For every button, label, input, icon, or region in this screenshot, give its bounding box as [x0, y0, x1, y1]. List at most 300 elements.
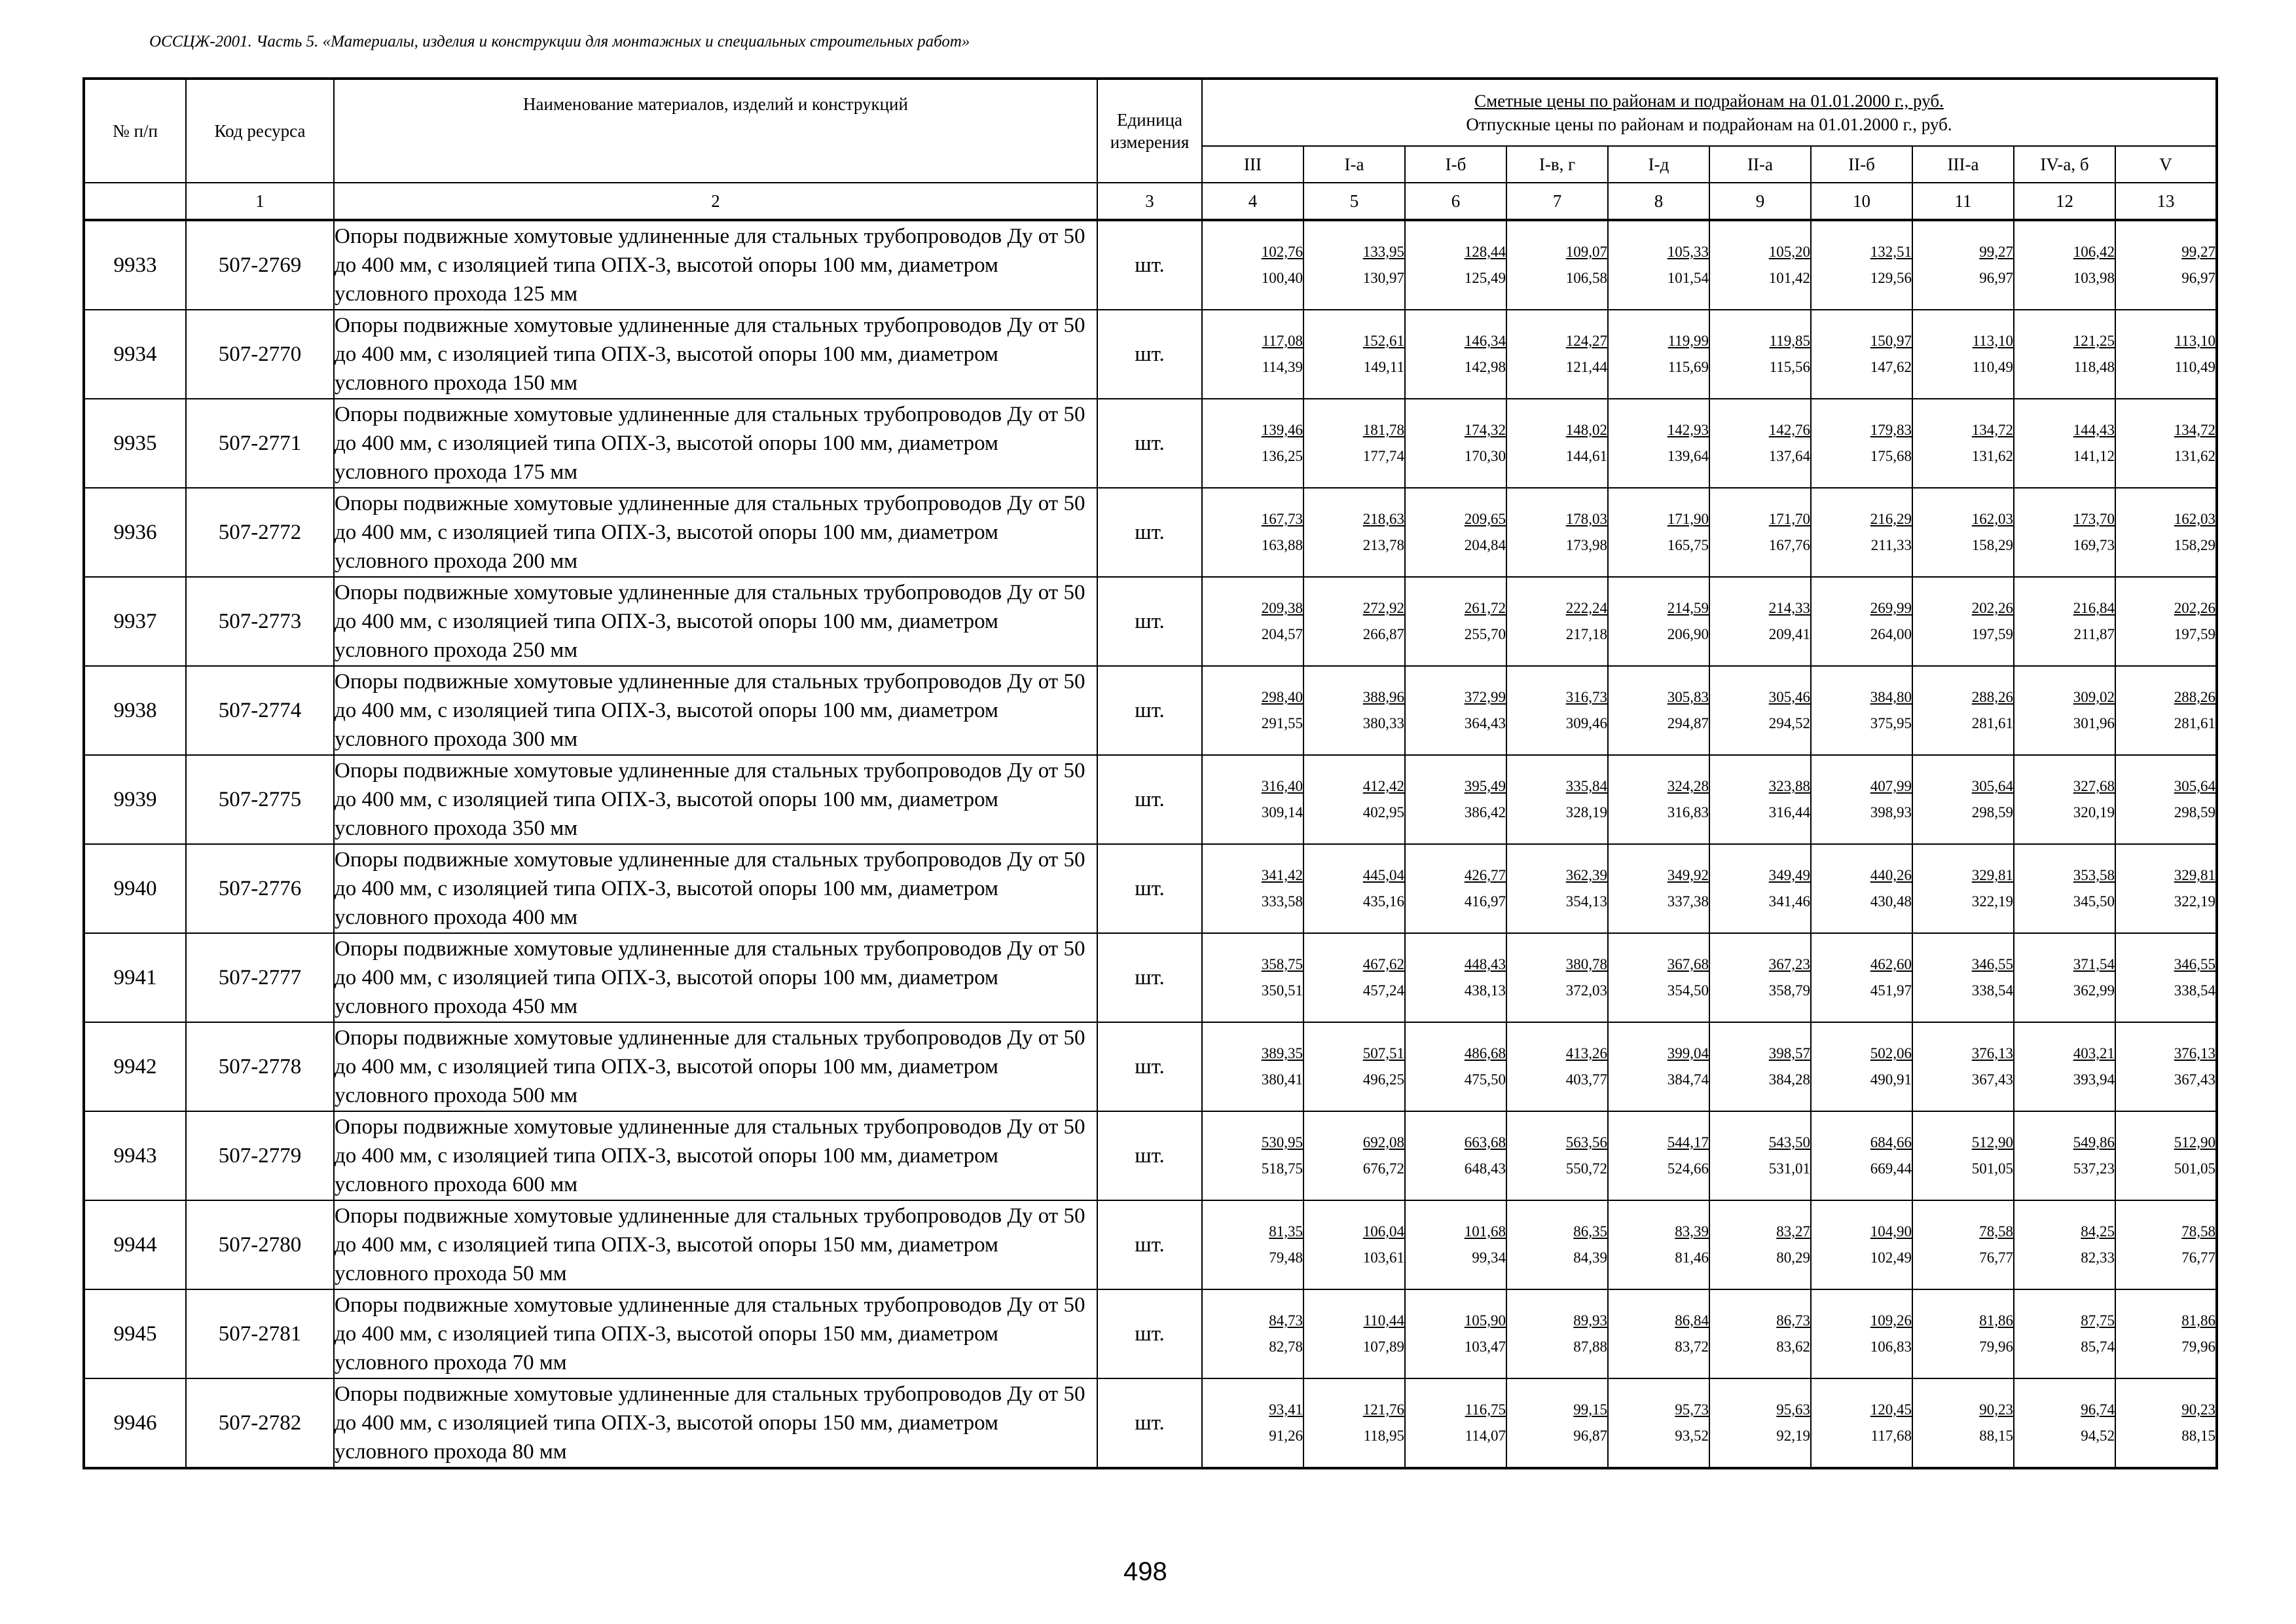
estimate-price: 214,59	[1667, 600, 1709, 616]
price-cell	[1405, 666, 1506, 755]
price-cell	[1506, 220, 1608, 310]
row-number: 9944	[84, 1200, 186, 1289]
price-cell	[1709, 1289, 1811, 1378]
release-price: 169,73	[2073, 537, 2115, 553]
estimate-price: 133,95	[1362, 244, 1404, 260]
estimate-price: 89,93	[1573, 1312, 1607, 1329]
estimate-price: 152,61	[1362, 333, 1404, 349]
estimate-price: 335,84	[1565, 778, 1607, 794]
header-region: I-б	[1405, 146, 1506, 183]
release-price: 165,75	[1667, 537, 1709, 553]
item-name: Опоры подвижные хомутовые удлиненные для стальных трубопроводов Ду от 50 до 400 мм, с изоляцией типа ОПХ-3, высотой опоры 100 мм, диаметром условного прохода 600 мм	[334, 1111, 1097, 1200]
row-number: 9934	[84, 310, 186, 399]
estimate-price: 214,33	[1768, 600, 1810, 616]
column-number: 8	[1608, 183, 1709, 220]
release-price: 501,05	[2174, 1160, 2215, 1177]
column-number: 1	[186, 183, 334, 220]
header-region: I-а	[1303, 146, 1405, 183]
estimate-price: 467,62	[1362, 956, 1404, 972]
price-cell	[1608, 933, 1709, 1022]
header-region: II-а	[1709, 146, 1811, 183]
release-price: 384,28	[1768, 1071, 1810, 1088]
estimate-price: 399,04	[1667, 1045, 1709, 1061]
resource-code: 507-2771	[186, 399, 334, 488]
estimate-price: 362,39	[1565, 867, 1607, 883]
price-cell	[1303, 1022, 1405, 1111]
estimate-price: 99,15	[1573, 1401, 1607, 1418]
row-number: 9935	[84, 399, 186, 488]
release-price: 81,46	[1675, 1249, 1709, 1266]
price-cell	[2014, 1378, 2115, 1468]
price-cell	[1608, 755, 1709, 844]
unit: шт.	[1097, 1111, 1202, 1200]
estimate-price: 150,97	[1870, 333, 1912, 349]
price-cell	[1202, 755, 1303, 844]
release-price: 96,87	[1573, 1428, 1607, 1444]
estimate-price: 272,92	[1362, 600, 1404, 616]
estimate-price: 142,76	[1768, 422, 1810, 438]
estimate-price: 101,68	[1464, 1223, 1506, 1240]
release-price: 430,48	[1870, 893, 1912, 910]
price-cell	[1202, 488, 1303, 577]
estimate-price: 309,02	[2073, 689, 2115, 705]
estimate-price: 298,40	[1261, 689, 1303, 705]
price-cell	[1405, 1378, 1506, 1468]
estimate-price: 134,72	[1971, 422, 2013, 438]
release-price: 204,57	[1261, 626, 1303, 642]
price-cell	[1811, 310, 1912, 399]
price-cell	[2115, 1200, 2217, 1289]
price-cell	[1506, 1378, 1608, 1468]
price-cell	[1709, 1022, 1811, 1111]
price-cell	[1405, 1289, 1506, 1378]
header-region: I-д	[1608, 146, 1709, 183]
header-num: № п/п	[84, 79, 186, 183]
estimate-price: 376,13	[2174, 1045, 2215, 1061]
price-cell	[1912, 1378, 2014, 1468]
release-price: 91,26	[1269, 1428, 1303, 1444]
price-cell	[1202, 220, 1303, 310]
price-cell	[2115, 1378, 2217, 1468]
release-price: 393,94	[2073, 1071, 2115, 1088]
estimate-price: 86,84	[1675, 1312, 1709, 1329]
estimate-price: 202,26	[2174, 600, 2215, 616]
release-price: 142,98	[1464, 359, 1506, 375]
estimate-price: 216,84	[2073, 600, 2115, 616]
price-cell	[1303, 488, 1405, 577]
price-cell	[1608, 577, 1709, 666]
release-price: 83,62	[1776, 1338, 1810, 1355]
release-price: 496,25	[1362, 1071, 1404, 1088]
row-number: 9933	[84, 220, 186, 310]
estimate-price: 388,96	[1362, 689, 1404, 705]
price-cell	[1405, 399, 1506, 488]
release-price: 88,15	[1979, 1428, 2013, 1444]
price-cell	[1709, 933, 1811, 1022]
price-cell	[1303, 1378, 1405, 1468]
price-cell	[1405, 1111, 1506, 1200]
unit: шт.	[1097, 1289, 1202, 1378]
release-price: 338,54	[1971, 982, 2013, 999]
release-price: 88,15	[2181, 1428, 2215, 1444]
release-price: 537,23	[2073, 1160, 2115, 1177]
estimate-price: 78,58	[2181, 1223, 2215, 1240]
price-cell	[1506, 399, 1608, 488]
price-cell	[1709, 755, 1811, 844]
estimate-price: 316,73	[1565, 689, 1607, 705]
release-price: 337,38	[1667, 893, 1709, 910]
estimate-price: 86,73	[1776, 1312, 1810, 1329]
price-cell	[1202, 1022, 1303, 1111]
release-price: 211,87	[2073, 626, 2115, 642]
price-cell	[1405, 844, 1506, 933]
header-release-prices: Отпускные цены по районам и подрайонам на 01.01.2000 г., руб.	[1466, 115, 1952, 134]
estimate-price: 684,66	[1870, 1134, 1912, 1151]
table-row	[84, 488, 2217, 577]
price-cell	[1912, 488, 2014, 577]
estimate-price: 222,24	[1565, 600, 1607, 616]
release-price: 118,48	[2073, 359, 2115, 375]
release-price: 103,47	[1464, 1338, 1506, 1355]
release-price: 96,97	[2181, 270, 2215, 286]
release-price: 131,62	[2174, 448, 2215, 464]
estimate-price: 116,75	[1465, 1401, 1506, 1418]
price-cell	[1912, 399, 2014, 488]
price-cell	[1608, 844, 1709, 933]
estimate-price: 384,80	[1870, 689, 1912, 705]
price-cell	[1608, 1200, 1709, 1289]
table-row	[84, 577, 2217, 666]
release-price: 438,13	[1464, 982, 1506, 999]
release-price: 158,29	[2174, 537, 2215, 553]
estimate-price: 209,38	[1261, 600, 1303, 616]
release-price: 100,40	[1261, 270, 1303, 286]
price-cell	[1912, 577, 2014, 666]
price-cell	[1506, 1289, 1608, 1378]
price-cell	[1608, 488, 1709, 577]
unit: шт.	[1097, 577, 1202, 666]
release-price: 83,72	[1675, 1338, 1709, 1355]
row-number: 9943	[84, 1111, 186, 1200]
price-cell	[1811, 933, 1912, 1022]
release-price: 197,59	[1971, 626, 2013, 642]
release-price: 103,98	[2073, 270, 2115, 286]
release-price: 648,43	[1464, 1160, 1506, 1177]
release-price: 341,46	[1768, 893, 1810, 910]
price-cell	[1202, 1111, 1303, 1200]
price-cell	[2115, 399, 2217, 488]
price-cell	[1709, 399, 1811, 488]
header-unit: Единица измерения	[1097, 79, 1202, 183]
price-cell	[1506, 1111, 1608, 1200]
price-cell	[2014, 1022, 2115, 1111]
price-cell	[1912, 1200, 2014, 1289]
item-name: Опоры подвижные хомутовые удлиненные для стальных трубопроводов Ду от 50 до 400 мм, с изоляцией типа ОПХ-3, высотой опоры 150 мм, диаметром условного прохода 70 мм	[334, 1289, 1097, 1378]
column-number: 4	[1202, 183, 1303, 220]
release-price: 362,99	[2073, 982, 2115, 999]
price-cell	[2014, 844, 2115, 933]
resource-code: 507-2778	[186, 1022, 334, 1111]
release-price: 380,33	[1362, 715, 1404, 731]
item-name: Опоры подвижные хомутовые удлиненные для стальных трубопроводов Ду от 50 до 400 мм, с изоляцией типа ОПХ-3, высотой опоры 100 мм, диаметром условного прохода 300 мм	[334, 666, 1097, 755]
estimate-price: 445,04	[1362, 867, 1404, 883]
release-price: 264,00	[1870, 626, 1912, 642]
column-number: 7	[1506, 183, 1608, 220]
estimate-price: 530,95	[1261, 1134, 1303, 1151]
table-row	[84, 1111, 2217, 1200]
price-cell	[1202, 577, 1303, 666]
estimate-price: 462,60	[1870, 956, 1912, 972]
estimate-price: 95,63	[1776, 1401, 1810, 1418]
release-price: 129,56	[1870, 270, 1912, 286]
header-regions	[1202, 79, 2217, 146]
estimate-price: 99,27	[1979, 244, 2013, 260]
price-cell	[1506, 666, 1608, 755]
price-cell	[1303, 310, 1405, 399]
release-price: 106,83	[1870, 1338, 1912, 1355]
release-price: 110,49	[1972, 359, 2013, 375]
release-price: 213,78	[1362, 537, 1404, 553]
release-price: 403,77	[1565, 1071, 1607, 1088]
price-cell	[1912, 310, 2014, 399]
estimate-price: 305,64	[2174, 778, 2215, 794]
release-price: 115,56	[1769, 359, 1810, 375]
release-price: 490,91	[1870, 1071, 1912, 1088]
price-cell	[1405, 488, 1506, 577]
estimate-price: 117,08	[1262, 333, 1303, 349]
release-price: 101,54	[1667, 270, 1709, 286]
estimate-price: 426,77	[1464, 867, 1506, 883]
release-price: 524,66	[1667, 1160, 1709, 1177]
price-cell	[1811, 399, 1912, 488]
price-cell	[1506, 488, 1608, 577]
estimate-price: 128,44	[1464, 244, 1506, 260]
estimate-price: 104,90	[1870, 1223, 1912, 1240]
header-region: IV-а, б	[2014, 146, 2115, 183]
price-cell	[1608, 1289, 1709, 1378]
estimate-price: 174,32	[1464, 422, 1506, 438]
release-price: 294,87	[1667, 715, 1709, 731]
price-cell	[1811, 755, 1912, 844]
price-cell	[1405, 310, 1506, 399]
release-price: 177,74	[1362, 448, 1404, 464]
release-price: 550,72	[1565, 1160, 1607, 1177]
estimate-price: 81,86	[1979, 1312, 2013, 1329]
estimate-price: 162,03	[2174, 511, 2215, 527]
resource-code: 507-2781	[186, 1289, 334, 1378]
price-cell	[2115, 755, 2217, 844]
column-number: 2	[334, 183, 1097, 220]
estimate-price: 110,44	[1363, 1312, 1404, 1329]
price-cell	[1912, 1111, 2014, 1200]
release-price: 333,58	[1261, 893, 1303, 910]
estimate-price: 162,03	[1971, 511, 2013, 527]
price-cell	[1811, 577, 1912, 666]
item-name: Опоры подвижные хомутовые удлиненные для стальных трубопроводов Ду от 50 до 400 мм, с изоляцией типа ОПХ-3, высотой опоры 150 мм, диаметром условного прохода 50 мм	[334, 1200, 1097, 1289]
price-cell	[1608, 1111, 1709, 1200]
estimate-price: 171,90	[1667, 511, 1709, 527]
table-row	[84, 1200, 2217, 1289]
price-cell	[1405, 933, 1506, 1022]
release-price: 384,74	[1667, 1071, 1709, 1088]
release-price: 676,72	[1362, 1160, 1404, 1177]
release-price: 309,46	[1565, 715, 1607, 731]
release-price: 354,50	[1667, 982, 1709, 999]
price-cell	[2115, 310, 2217, 399]
table-row	[84, 844, 2217, 933]
estimate-price: 105,20	[1768, 244, 1810, 260]
estimate-price: 113,10	[1972, 333, 2013, 349]
estimate-price: 380,78	[1565, 956, 1607, 972]
row-number: 9941	[84, 933, 186, 1022]
release-price: 79,96	[1979, 1338, 2013, 1355]
estimate-price: 81,35	[1269, 1223, 1303, 1240]
price-cell	[1303, 220, 1405, 310]
estimate-price: 109,07	[1565, 244, 1607, 260]
release-price: 531,01	[1768, 1160, 1810, 1177]
price-cell	[1303, 933, 1405, 1022]
release-price: 316,83	[1667, 804, 1709, 821]
price-cell	[1405, 220, 1506, 310]
release-price: 281,61	[2174, 715, 2215, 731]
header-region: III	[1202, 146, 1303, 183]
estimate-price: 139,46	[1261, 422, 1303, 438]
price-cell	[2115, 933, 2217, 1022]
release-price: 79,48	[1269, 1249, 1303, 1266]
estimate-price: 78,58	[1979, 1223, 2013, 1240]
price-cell	[1709, 310, 1811, 399]
release-price: 320,19	[2073, 804, 2115, 821]
release-price: 131,62	[1971, 448, 2013, 464]
release-price: 322,19	[2174, 893, 2215, 910]
price-cell	[2014, 310, 2115, 399]
resource-code: 507-2776	[186, 844, 334, 933]
unit: шт.	[1097, 399, 1202, 488]
resource-code: 507-2777	[186, 933, 334, 1022]
release-price: 416,97	[1464, 893, 1506, 910]
estimate-price: 146,34	[1464, 333, 1506, 349]
estimate-price: 305,64	[1971, 778, 2013, 794]
estimate-price: 663,68	[1464, 1134, 1506, 1151]
release-price: 255,70	[1464, 626, 1506, 642]
column-number: 11	[1912, 183, 2014, 220]
estimate-price: 341,42	[1261, 867, 1303, 883]
column-number: 12	[2014, 183, 2115, 220]
release-price: 125,49	[1464, 270, 1506, 286]
release-price: 82,33	[2081, 1249, 2115, 1266]
estimate-price: 288,26	[1971, 689, 2013, 705]
price-cell	[1912, 1289, 2014, 1378]
item-name: Опоры подвижные хомутовые удлиненные для стальных трубопроводов Ду от 50 до 400 мм, с изоляцией типа ОПХ-3, высотой опоры 100 мм, диаметром условного прохода 250 мм	[334, 577, 1097, 666]
price-cell	[1202, 666, 1303, 755]
release-price: 167,76	[1768, 537, 1810, 553]
estimate-price: 209,65	[1464, 511, 1506, 527]
price-cell	[1709, 666, 1811, 755]
price-cell	[2014, 1111, 2115, 1200]
header-region: I-в, г	[1506, 146, 1608, 183]
estimate-price: 692,08	[1362, 1134, 1404, 1151]
column-number: 3	[1097, 183, 1202, 220]
estimate-price: 324,28	[1667, 778, 1709, 794]
estimate-price: 353,58	[2073, 867, 2115, 883]
release-price: 281,61	[1971, 715, 2013, 731]
release-price: 76,77	[1979, 1249, 2013, 1266]
estimate-price: 502,06	[1870, 1045, 1912, 1061]
price-cell	[1405, 577, 1506, 666]
resource-code: 507-2779	[186, 1111, 334, 1200]
price-cell	[1811, 220, 1912, 310]
table-row	[84, 933, 2217, 1022]
estimate-price: 81,86	[2181, 1312, 2215, 1329]
price-cell	[1506, 310, 1608, 399]
estimate-price: 372,99	[1464, 689, 1506, 705]
release-price: 87,88	[1573, 1338, 1607, 1355]
estimate-price: 102,76	[1261, 244, 1303, 260]
price-cell	[1912, 755, 2014, 844]
release-price: 316,44	[1768, 804, 1810, 821]
estimate-price: 121,76	[1362, 1401, 1404, 1418]
release-price: 85,74	[2081, 1338, 2115, 1355]
price-cell	[2014, 933, 2115, 1022]
release-price: 211,33	[1870, 537, 1912, 553]
estimate-price: 376,13	[1971, 1045, 2013, 1061]
column-number: 6	[1405, 183, 1506, 220]
release-price: 197,59	[2174, 626, 2215, 642]
row-number: 9938	[84, 666, 186, 755]
release-price: 163,88	[1261, 537, 1303, 553]
release-price: 364,43	[1464, 715, 1506, 731]
estimate-price: 134,72	[2174, 422, 2215, 438]
release-price: 101,42	[1768, 270, 1810, 286]
estimate-price: 148,02	[1565, 422, 1607, 438]
estimate-price: 507,51	[1362, 1045, 1404, 1061]
release-price: 206,90	[1667, 626, 1709, 642]
release-price: 117,68	[1870, 1428, 1912, 1444]
release-price: 102,49	[1870, 1249, 1912, 1266]
price-cell	[1303, 399, 1405, 488]
estimate-price: 216,29	[1870, 511, 1912, 527]
unit: шт.	[1097, 1200, 1202, 1289]
price-cell	[1506, 1022, 1608, 1111]
estimate-price: 327,68	[2073, 778, 2115, 794]
release-price: 139,64	[1667, 448, 1709, 464]
item-name: Опоры подвижные хомутовые удлиненные для стальных трубопроводов Ду от 50 до 400 мм, с изоляцией типа ОПХ-3, высотой опоры 100 мм, диаметром условного прохода 125 мм	[334, 220, 1097, 310]
release-price: 322,19	[1971, 893, 2013, 910]
header-region: III-а	[1912, 146, 2014, 183]
release-price: 375,95	[1870, 715, 1912, 731]
resource-code: 507-2780	[186, 1200, 334, 1289]
price-cell	[1912, 933, 2014, 1022]
price-cell	[1303, 666, 1405, 755]
price-cell	[1202, 933, 1303, 1022]
estimate-price: 86,35	[1573, 1223, 1607, 1240]
estimate-price: 84,73	[1269, 1312, 1303, 1329]
item-name: Опоры подвижные хомутовые удлиненные для стальных трубопроводов Ду от 50 до 400 мм, с изоляцией типа ОПХ-3, высотой опоры 100 мм, диаметром условного прохода 450 мм	[334, 933, 1097, 1022]
unit: шт.	[1097, 310, 1202, 399]
release-price: 137,64	[1768, 448, 1810, 464]
estimate-price: 132,51	[1870, 244, 1912, 260]
price-cell	[1811, 844, 1912, 933]
price-cell	[1202, 1200, 1303, 1289]
estimate-price: 84,25	[2081, 1223, 2115, 1240]
header-region: V	[2115, 146, 2217, 183]
resource-code: 507-2769	[186, 220, 334, 310]
release-price: 350,51	[1261, 982, 1303, 999]
price-cell	[1303, 1289, 1405, 1378]
price-cell	[1912, 844, 2014, 933]
row-number: 9942	[84, 1022, 186, 1111]
estimate-price: 179,83	[1870, 422, 1912, 438]
